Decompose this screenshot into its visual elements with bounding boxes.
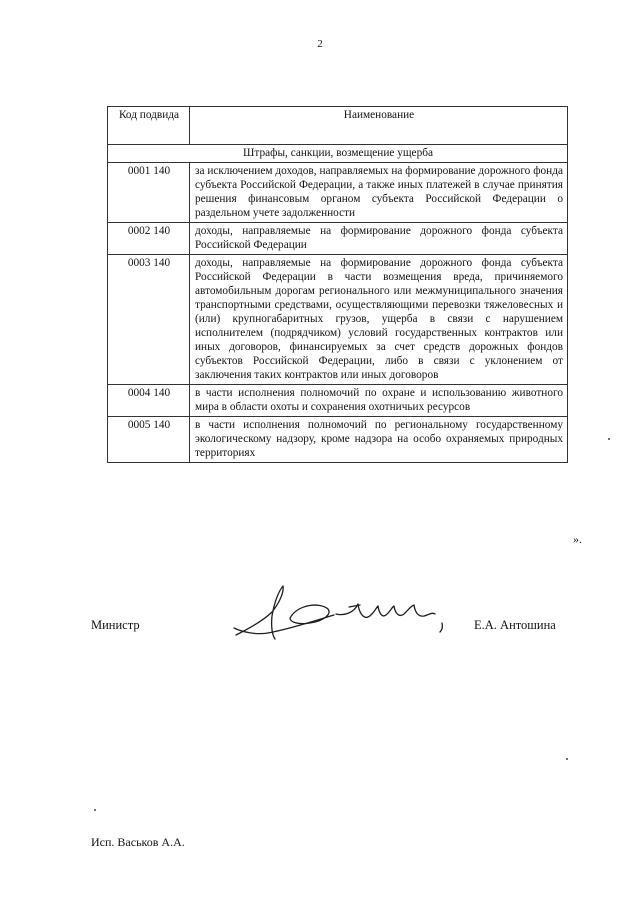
- column-header-code: Код подвида: [108, 107, 190, 145]
- income-codes-table: [107, 106, 568, 463]
- row-name: в части исполнения полномочий по региональному государственному экологическому надзору, кроме надзора на особо охраняемых природных территориях: [190, 417, 568, 463]
- row-name: доходы, направляемые на формирование дорожного фонда субъекта Российской Федерации в части возмещения вреда, причиняемого автомобильным дорогам регионального или межмуниципального значения транспортными средствами, осуществляющими перевозки тяжеловесных и (или) крупногабаритных грузов, ущерба в связи с нарушением исполнителем (подрядчиком) условий государственных контрактов или иных договоров, финансируемых за счет средств дорожных фондов субъектов Российской Федерации, либо в связи с уклонением от заключения таких контрактов или иных договоров: [190, 255, 568, 385]
- table-row: [108, 223, 568, 255]
- executor-note: Исп. Васьков А.А.: [91, 835, 185, 849]
- table-row: [108, 163, 568, 223]
- table-header-row: [108, 107, 568, 145]
- scan-speck: [94, 809, 96, 811]
- signatory-name: Е.А. Антошина: [474, 618, 556, 632]
- scan-speck: [566, 758, 568, 760]
- section-title: Штрафы, санкции, возмещение ущерба: [108, 145, 568, 163]
- table-row: [108, 417, 568, 463]
- row-name: доходы, направляемые на формирование дорожного фонда субъекта Российской Федерации: [190, 223, 568, 255]
- column-header-name: Наименование: [190, 107, 568, 145]
- row-name: за исключением доходов, направляемых на формирование дорожного фонда субъекта Российской Федерации, а также иных платежей в случае принятия решения финансовым органом субъекта Российской Федерации о раздельном учете задолженности: [190, 163, 568, 223]
- row-code: 0001 140: [108, 163, 190, 223]
- section-row: [108, 145, 568, 163]
- row-code: 0003 140: [108, 255, 190, 385]
- row-code: 0002 140: [108, 223, 190, 255]
- row-code: 0005 140: [108, 417, 190, 463]
- row-name: в части исполнения полномочий по охране и использованию животного мира в области охоты и сохранения охотничьих ресурсов: [190, 385, 568, 417]
- signatory-title: Министр: [91, 618, 140, 632]
- page-number: 2: [317, 38, 323, 50]
- closing-quote: ».: [573, 532, 582, 546]
- handwritten-signature: [228, 578, 458, 650]
- scan-speck: [608, 438, 610, 440]
- table-row: [108, 385, 568, 417]
- table-row: [108, 255, 568, 385]
- row-code: 0004 140: [108, 385, 190, 417]
